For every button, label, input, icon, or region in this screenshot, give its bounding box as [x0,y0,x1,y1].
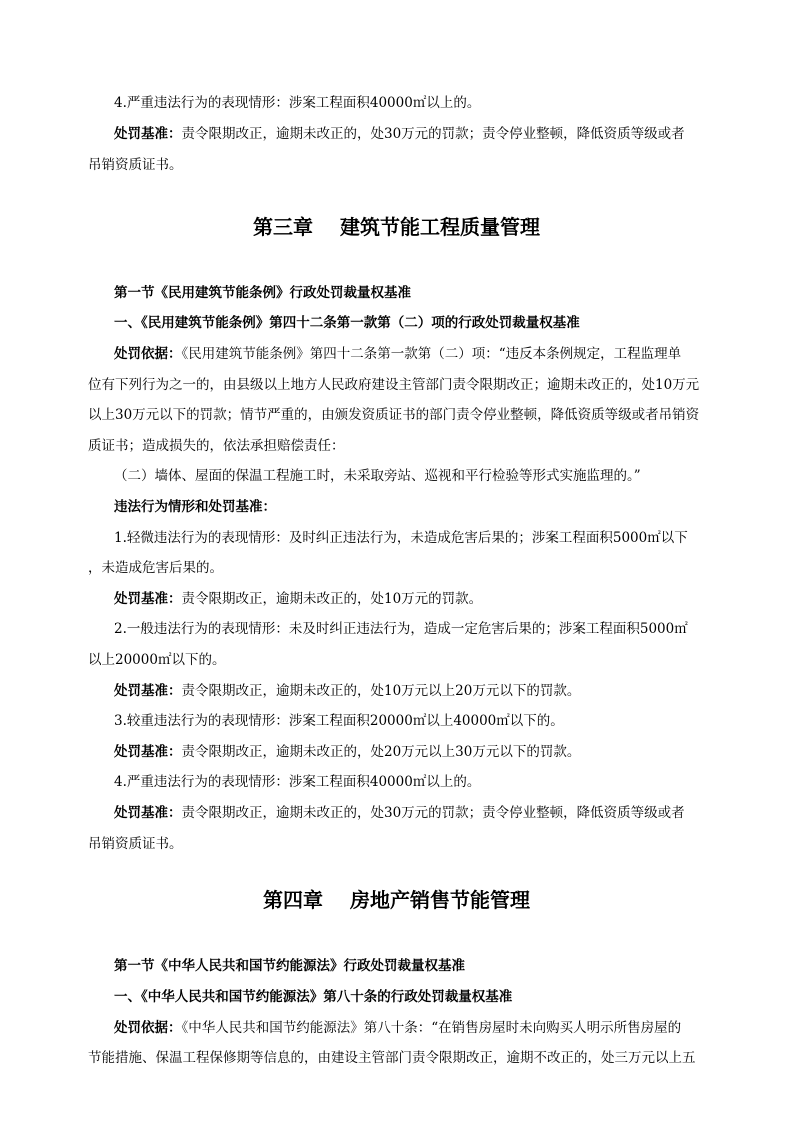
text: 《中华人民共和国节约能源法》第八十条：“在销售房屋时未向购买人明示所售房屋的 [181,1020,682,1036]
paragraph: 4.严重违法行为的表现情形：涉案工程面积40000㎡以上的。 [114,774,481,790]
bold-label: 处罚依据： [114,346,182,362]
bold-label: 处罚基准： [114,683,182,699]
bold-label: 处罚依据： [114,1020,182,1036]
bold-label: 处罚基准： [114,126,182,142]
chapter-heading: 第三章 建筑节能工程质量管理 [253,215,540,239]
paragraph: 节能措施、保温工程保修期等信息的，由建设主管部门责令限期改正，逾期不改正的，处三万元以上五 [88,1050,696,1066]
subsection-heading: 一、《中华人民共和国节约能源法》第八十条的行政处罚裁量权基准 [114,989,513,1005]
text: 责令限期改正，逾期未改正的，处30万元的罚款；责令停业整顿，降低资质等级或者 [181,126,685,142]
subsection-heading: 一、《民用建筑节能条例》第四十二条第一款第（二）项的行政处罚裁量权基准 [114,315,580,331]
bold-label: 处罚基准： [114,805,182,821]
paragraph: 吊销资质证书。 [88,157,183,173]
text: 《民用建筑节能条例》第四十二条第一款第（二）项：“违反本条例规定，工程监理单 [181,346,682,362]
section-heading: 第一节《民用建筑节能条例》行政处罚裁量权基准 [114,285,411,301]
text: 责令限期改正，逾期未改正的，处30万元的罚款；责令停业整顿，降低资质等级或者 [181,805,685,821]
paragraph: 质证书；造成损失的，依法承担赔偿责任： [88,438,345,454]
paragraph: 以上20000㎡以下的。 [88,652,226,668]
paragraph: 以上30万元以下的罚款；情节严重的，由颁发资质证书的部门责令停业整顿，降低资质等级或者吊销资 [88,407,700,423]
paragraph: 2.一般违法行为的表现情形：未及时纠正违法行为，造成一定危害后果的；涉案工程面积5000㎡ [114,621,688,637]
section-heading: 第一节《中华人民共和国节约能源法》行政处罚裁量权基准 [114,958,465,974]
paragraph: 3.较重违法行为的表现情形：涉案工程面积20000㎡以上40000㎡以下的。 [114,713,564,729]
paragraph: （二）墙体、屋面的保温工程施工时，未采取旁站、巡视和平行检验等形式实施监理的。” [114,468,641,484]
paragraph [114,681,764,701]
text: 责令限期改正，逾期未改正的，处10万元的罚款。 [181,591,483,607]
paragraph: 4.严重违法行为的表现情形：涉案工程面积40000㎡以上的。 [114,95,481,111]
bold-label: 处罚基准： [114,591,182,607]
chapter-heading: 第四章 房地产销售节能管理 [263,888,530,912]
paragraph: ，未造成危害后果的。 [88,560,223,576]
paragraph [114,1018,764,1038]
paragraph [114,124,764,144]
bold-label: 处罚基准： [114,744,182,760]
paragraph [114,344,764,364]
paragraph [114,742,764,762]
paragraph: 位有下列行为之一的，由县级以上地方人民政府建设主管部门责令限期改正；逾期未改正的，处10万元 [88,377,700,393]
paragraph [114,589,764,609]
bold-heading: 违法行为情形和处罚基准： [114,499,276,515]
paragraph: 吊销资质证书。 [88,836,183,852]
paragraph: 1.轻微违法行为的表现情形：及时纠正违法行为，未造成危害后果的；涉案工程面积5000㎡以下 [114,530,688,546]
text: 责令限期改正，逾期未改正的，处10万元以上20万元以下的罚款。 [181,683,581,699]
text: 责令限期改正，逾期未改正的，处20万元以上30万元以下的罚款。 [181,744,581,760]
paragraph [114,803,764,823]
